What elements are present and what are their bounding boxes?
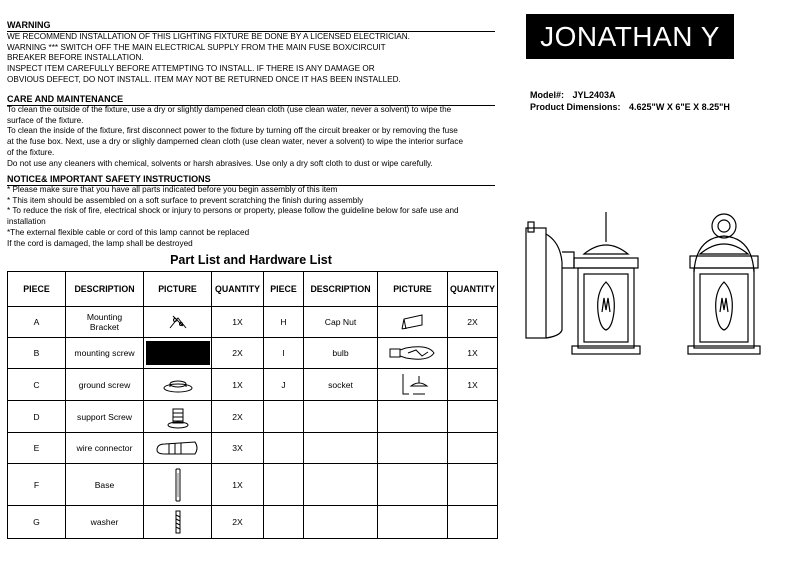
support-screw-icon xyxy=(166,405,190,429)
table-row xyxy=(8,401,498,433)
piece-cell: I xyxy=(264,338,304,369)
picture-cell xyxy=(144,464,212,506)
piece-cell xyxy=(264,401,304,433)
quantity-cell xyxy=(448,401,498,433)
base-rod-icon xyxy=(170,467,186,503)
quantity-cell: 2X xyxy=(212,401,264,433)
description-cell: ground screw xyxy=(66,369,144,401)
fixture-side-view-drawing xyxy=(522,212,652,362)
piece-cell: J xyxy=(264,369,304,401)
model-value: JYL2403A xyxy=(572,90,616,100)
piece-cell xyxy=(264,464,304,506)
cap-nut-icon xyxy=(400,313,426,331)
piece-cell xyxy=(264,433,304,464)
description-cell: wire connector xyxy=(66,433,144,464)
piece-cell: B xyxy=(8,338,66,369)
column-header: QUANTITY xyxy=(448,272,498,307)
notice-text: * Please make sure that you have all parts indicated before you begin assembly of this item * This item should be assembled on a soft surface to prevent scratching the finish during assembly * To reduce the risk of fire, electrical shock or injury to persons or property, please follow the guideline below for safe use and installation *The external flexible cable or cord of this lamp cannot be replaced If the cord is damaged, the lamp shall be destroyed xyxy=(7,185,459,248)
description-cell: mounting screw xyxy=(66,338,144,369)
model-line xyxy=(530,89,616,101)
parts-list-title: Part List and Hardware List xyxy=(170,253,332,267)
parts-table xyxy=(7,271,498,539)
piece-cell: D xyxy=(8,401,66,433)
description-cell xyxy=(304,464,378,506)
piece-cell: A xyxy=(8,307,66,338)
quantity-cell: 2X xyxy=(448,307,498,338)
piece-cell: G xyxy=(8,506,66,539)
column-header: DESCRIPTION xyxy=(304,272,378,307)
piece-cell: E xyxy=(8,433,66,464)
picture-cell xyxy=(144,401,212,433)
column-header: PIECE xyxy=(264,272,304,307)
picture-cell xyxy=(144,433,212,464)
column-header: PICTURE xyxy=(378,272,448,307)
picture-cell xyxy=(378,433,448,464)
quantity-cell xyxy=(448,506,498,539)
wire-connector-icon xyxy=(155,440,201,456)
picture-cell xyxy=(378,307,448,338)
quantity-cell: 3X xyxy=(212,433,264,464)
table-row xyxy=(8,307,498,338)
piece-cell xyxy=(264,506,304,539)
table-row xyxy=(8,433,498,464)
picture-cell xyxy=(144,369,212,401)
table-row xyxy=(8,338,498,369)
warning-heading: WARNING xyxy=(7,20,495,32)
ground-screw-icon xyxy=(161,376,195,394)
description-cell: Mounting Bracket xyxy=(66,307,144,338)
quantity-cell: 1X xyxy=(448,369,498,401)
description-cell: bulb xyxy=(304,338,378,369)
description-cell: support Screw xyxy=(66,401,144,433)
warning-text: WE RECOMMEND INSTALLATION OF THIS LIGHTING FIXTURE BE DONE BY A LICENSED ELECTRICIAN. WARNING *** SWITCH OFF THE MAIN ELECTRICAL SUPPLY FROM THE MAIN FUSE BOX/CIRCUIT BREAKER BEFORE INSTALLATION. INSPECT ITEM CAREFULLY BEFORE ATTEMPTING TO INSTALL. IF THERE IS ANY DAMAGE OR OBVIOUS DEFECT, DO NOT INSTALL. ITEM MAY NOT BE RETURNED ONCE IT HAS BEEN INSTALLED. xyxy=(7,32,410,84)
socket-icon xyxy=(393,372,433,398)
piece-cell: C xyxy=(8,369,66,401)
washer-icon xyxy=(173,509,183,535)
column-header: PICTURE xyxy=(144,272,212,307)
bulb-icon xyxy=(388,344,438,362)
picture-cell xyxy=(378,338,448,369)
brand-logo: JONATHAN Y xyxy=(526,14,734,59)
picture-cell xyxy=(378,369,448,401)
table-row xyxy=(8,506,498,539)
quantity-cell: 1X xyxy=(212,464,264,506)
model-label: Model#: xyxy=(530,90,565,100)
column-header: PIECE xyxy=(8,272,66,307)
description-cell xyxy=(304,506,378,539)
mounting-screw-image xyxy=(146,341,210,365)
picture-cell xyxy=(144,307,212,338)
picture-cell xyxy=(378,401,448,433)
description-cell xyxy=(304,433,378,464)
mounting-bracket-icon xyxy=(167,312,189,332)
dimensions-value: 4.625"W X 6"E X 8.25"H xyxy=(629,102,730,112)
description-cell xyxy=(304,401,378,433)
table-row xyxy=(8,464,498,506)
quantity-cell: 1X xyxy=(212,307,264,338)
quantity-cell: 2X xyxy=(212,338,264,369)
picture-cell xyxy=(144,338,212,369)
column-header: DESCRIPTION xyxy=(66,272,144,307)
column-header: QUANTITY xyxy=(212,272,264,307)
dimensions-line xyxy=(530,101,730,113)
picture-cell xyxy=(378,506,448,539)
piece-cell: F xyxy=(8,464,66,506)
description-cell: Base xyxy=(66,464,144,506)
piece-cell: H xyxy=(264,307,304,338)
care-text: To clean the outside of the fixture, use a dry or slightly dampened clean cloth (use clean water, never a solvent) to wipe the surface of the fixture. To clean the inside of the fixture, first disconnect power to the fixture by turning off the circuit breaker or by removing the fuse at the fuse box. Next, use a dry or slighly damperned clean cloth (use clean water, never a solvent) to wipe the interior surface of the fixture. Do not use any cleaners with chemical, solvents or harsh abrasives. Use only a dry soft cloth to dust or wipe carefully. xyxy=(7,105,464,168)
quantity-cell xyxy=(448,433,498,464)
table-header-row xyxy=(8,272,498,307)
picture-cell xyxy=(378,464,448,506)
care-heading: CARE AND MAINTENANCE xyxy=(7,94,495,106)
quantity-cell: 1X xyxy=(448,338,498,369)
fixture-front-view-drawing xyxy=(672,212,776,362)
notice-heading: NOTICE& IMPORTANT SAFETY INSTRUCTIONS xyxy=(7,174,495,186)
description-cell: Cap Nut xyxy=(304,307,378,338)
quantity-cell: 1X xyxy=(212,369,264,401)
description-cell: socket xyxy=(304,369,378,401)
table-row xyxy=(8,369,498,401)
picture-cell xyxy=(144,506,212,539)
quantity-cell xyxy=(448,464,498,506)
quantity-cell: 2X xyxy=(212,506,264,539)
dimensions-label: Product Dimensions: xyxy=(530,102,621,112)
description-cell: washer xyxy=(66,506,144,539)
